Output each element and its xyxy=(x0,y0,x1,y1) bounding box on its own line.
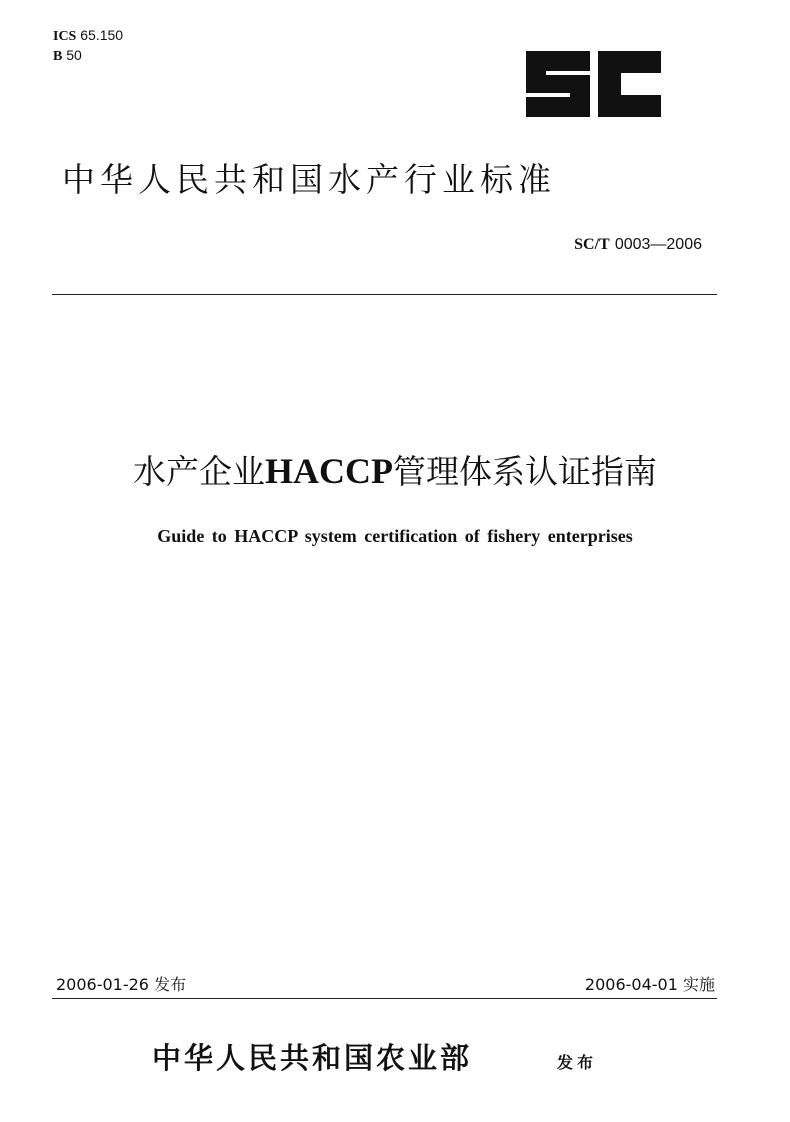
standard-code xyxy=(574,234,702,254)
document-title-cn xyxy=(0,448,790,495)
ics-value: 65.150 xyxy=(80,27,124,43)
issuing-org-title: 中华人民共和国水产行业标准 xyxy=(62,160,556,199)
logo-letter-c xyxy=(598,51,661,117)
title-cn-part1: 水产企业 xyxy=(133,452,265,491)
publisher-label: 发布 xyxy=(557,1053,598,1072)
title-cn-latin: HACCP xyxy=(265,451,393,491)
bottom-divider xyxy=(52,998,717,999)
publisher-name: 中华人民共和国农业部 xyxy=(152,1041,473,1075)
effective-date-value: 2006-04-01 xyxy=(584,975,678,994)
title-cn-part2: 管理体系认证指南 xyxy=(393,452,657,491)
standard-code-number: 0003—2006 xyxy=(614,236,702,253)
issue-date-value: 2006-01-26 xyxy=(56,975,149,994)
effective-date-label: 实施 xyxy=(682,975,715,994)
classification-codes xyxy=(53,26,123,66)
ics-code xyxy=(53,26,123,46)
standard-code-prefix: SC/T xyxy=(574,236,610,253)
ics-label: ICS xyxy=(53,29,77,44)
class-label: B xyxy=(53,49,63,64)
class-code xyxy=(53,46,123,66)
logo-letter-s xyxy=(526,51,590,117)
top-divider xyxy=(52,294,717,295)
effective-date xyxy=(585,972,715,995)
document-title-en: Guide to HACCP system certification of fishery enterprises xyxy=(157,526,633,546)
class-value: 50 xyxy=(66,47,82,63)
sc-logo xyxy=(526,51,661,117)
issue-date-label: 发布 xyxy=(154,975,187,994)
issue-date xyxy=(56,972,186,995)
